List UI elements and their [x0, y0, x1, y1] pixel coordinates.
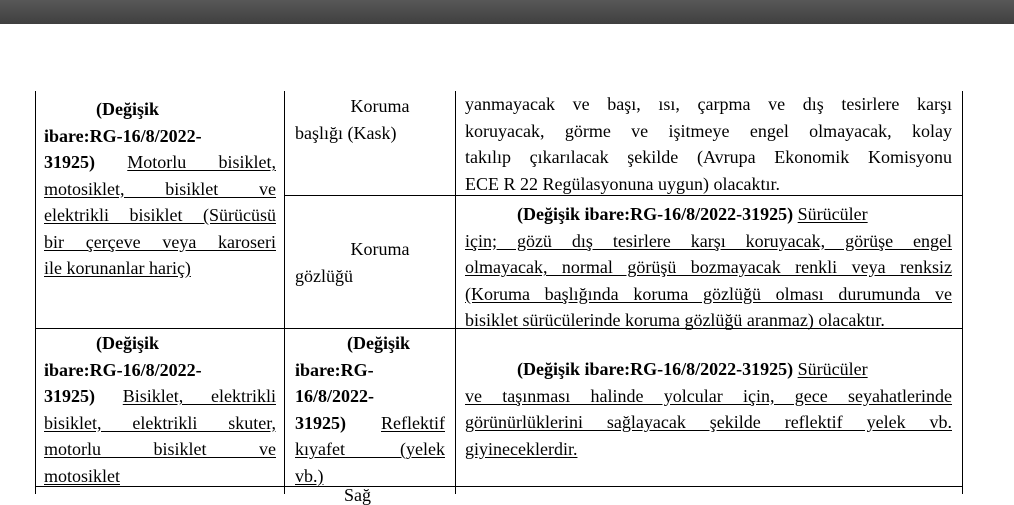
helmet-desc-line-2: koruyacak, görme ve işitmeye engel olmayacak, kolay [465, 120, 952, 141]
row2-col1-line-4: bisiklet, elektrikli skuter, [44, 412, 276, 433]
row1-equipment-helmet [295, 93, 445, 146]
row2-col1-line-6: motosiklet [44, 465, 120, 486]
row1-col1-line-3: 31925) Motorlu bisiklet, [44, 152, 276, 172]
row2-vehicle-cell [44, 330, 276, 489]
row2-col2-line-3: 16/8/2022- [295, 386, 374, 406]
row2-col1-line-2: ibare:RG-16/8/2022- [44, 359, 202, 380]
column-divider-2 [455, 91, 456, 494]
row1-equipment-goggles [295, 236, 445, 289]
helmet-desc-line-3: takılıp çıkarılacak şekilde (Avrupa Ekonomik Komisyonu [465, 147, 952, 167]
row2-desc-line-4: giyineceklerdir. [465, 438, 578, 459]
goggles-desc-line-4: (Koruma başlığında koruma gözlüğü olması durumunda ve [465, 283, 952, 304]
goggles-desc-line-3: olmayacak, normal görüşü bozmayacak renkli veya renksiz [465, 257, 952, 277]
row2-col2-line-5: kıyafet (yelek [295, 439, 445, 459]
row2-desc-line-3: görünürlüklerini sağlayacak şekilde reflektif yelek vb. [465, 412, 952, 432]
row1-goggles-description [465, 201, 952, 334]
row2-description-cell [465, 356, 952, 462]
row2-col2-line-1: (Değişik [347, 333, 410, 353]
row2-col1-line-3: 31925) Bisiklet, elektrikli [44, 386, 276, 406]
row1-col1-line-1: (Değişik [96, 99, 159, 119]
goggles-desc-line-5: bisiklet sürücülerinde koruma gözlüğü aranmaz) olacaktır. [465, 310, 885, 330]
table-border-right [962, 91, 963, 494]
goggles-line-1: Koruma [350, 239, 410, 259]
row2-equipment-cell [295, 330, 445, 489]
row1-col1-line-4: motosiklet, bisiklet ve [44, 178, 276, 199]
table-border-left [35, 91, 36, 494]
row2-col2-line-2: ibare:RG- [295, 359, 374, 380]
row1-col1-line-2: ibare:RG-16/8/2022- [44, 125, 202, 146]
helmet-line-2: başlığı (Kask) [295, 122, 397, 143]
row1-helmet-description [465, 91, 952, 197]
row2-col1-line-1: (Değişik [96, 333, 159, 353]
row1-col1-line-6: bir çerçeve veya karoseri [44, 231, 276, 252]
row2-desc-line-2: ve taşınması halinde yolcular için, gece seyahatlerinde [465, 385, 952, 406]
goggles-desc-line-2: için; gözü dış tesirlere karşı koruyacak, görüşe engel [465, 230, 952, 251]
goggles-desc-line-1: (Değişik ibare:RG-16/8/2022-31925) Sürücüler [517, 204, 868, 224]
helmet-desc-line-1: yanmayacak ve başı, ısı, çarpma ve dış tesirlere karşı [465, 94, 952, 114]
row2-col2-line-4: 31925) Reflektif [295, 412, 445, 433]
helmet-line-1: Koruma [350, 96, 410, 116]
goggles-line-2: gözlüğü [295, 265, 353, 286]
row3-partial-text: Sağ [344, 485, 371, 505]
row1-col1-line-5: elektrikli bisiklet (Sürücüsü [44, 205, 276, 225]
window-top-bar [0, 0, 1014, 24]
row1-vehicle-cell [44, 96, 276, 282]
row1-col1-line-7: ile korunanlar hariç) [44, 258, 191, 278]
column-divider-1 [284, 91, 285, 494]
helmet-desc-line-4: ECE R 22 Regülasyonuna uygun) olacaktır. [465, 173, 780, 194]
row2-desc-line-1: (Değişik ibare:RG-16/8/2022-31925) Sürücüler [517, 359, 868, 379]
row2-col1-line-5: motorlu bisiklet ve [44, 439, 276, 459]
row2-col2-line-6: vb.) [295, 465, 324, 486]
